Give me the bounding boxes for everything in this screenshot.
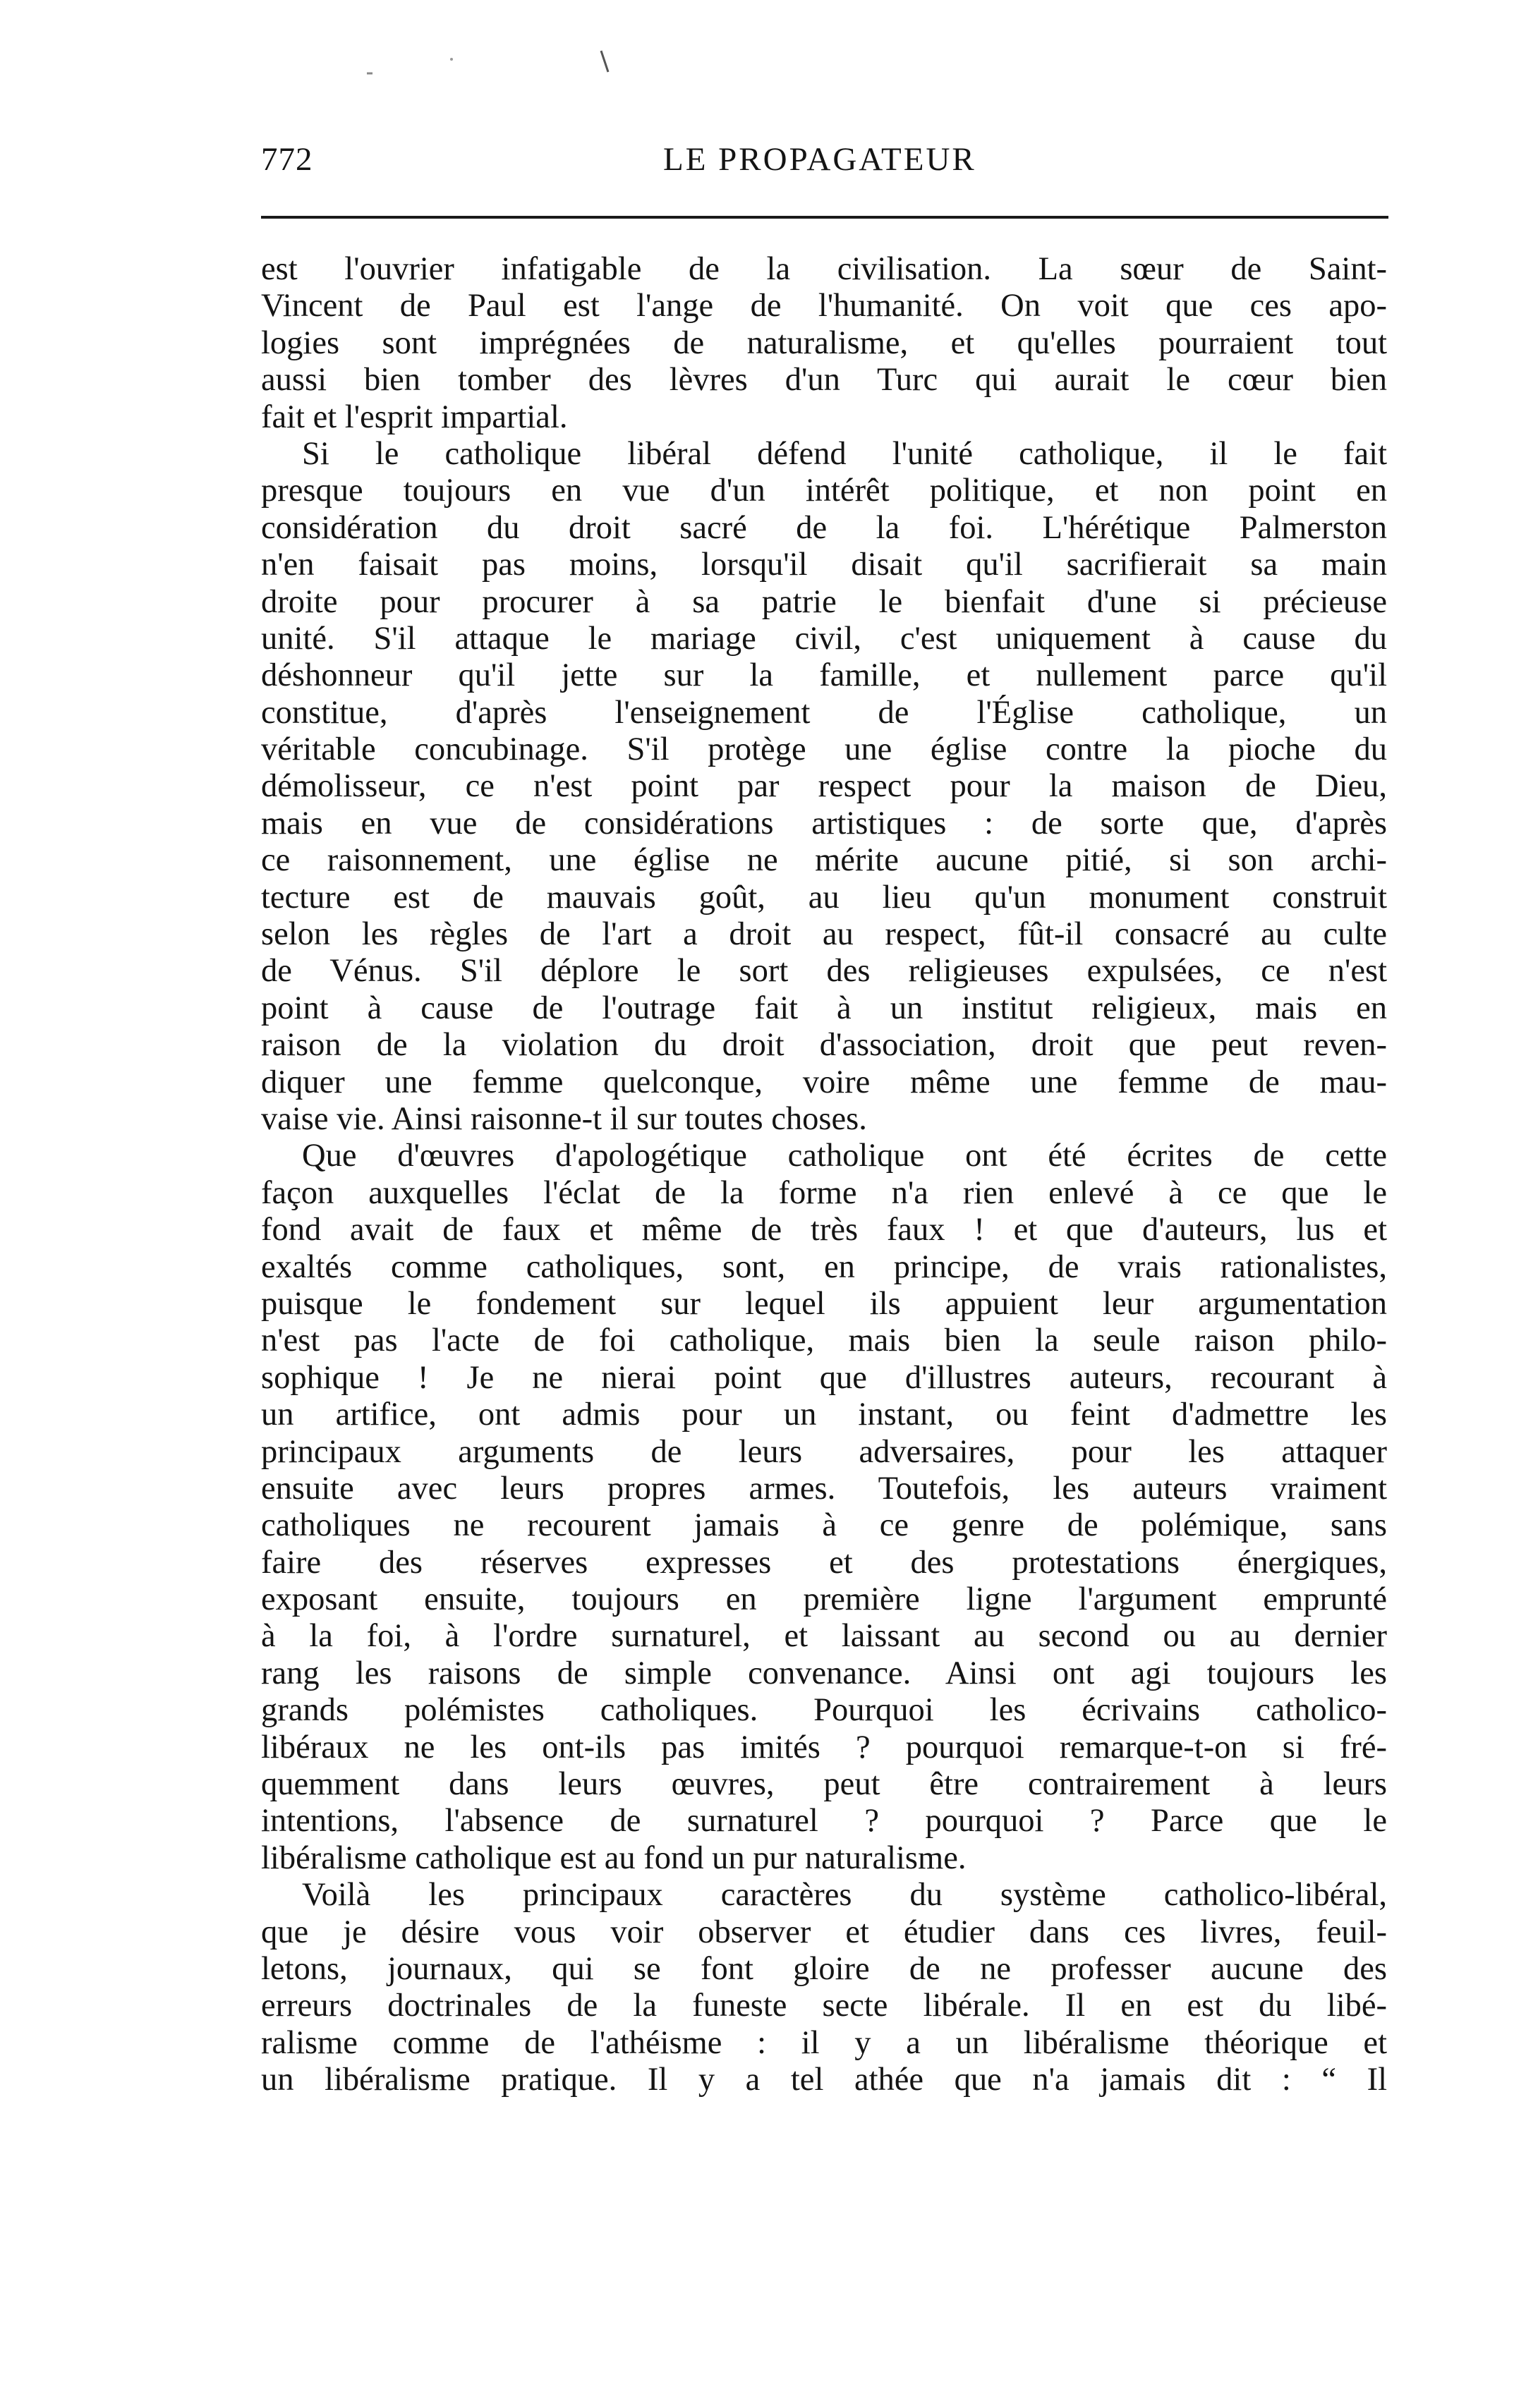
text-line: que je désire vous voir observer et étudier dans ces livres, feuil- <box>261 1914 1387 1950</box>
text-line: raison de la violation du droit d'association, droit que peut reven- <box>261 1027 1387 1064</box>
text-line: exposant ensuite, toujours en première ligne l'argument emprunté <box>261 1581 1387 1618</box>
page-header <box>261 138 1390 188</box>
text-line: libéralisme catholique est au fond un pur naturalisme. <box>261 1840 967 1876</box>
text-line: selon les règles de l'art a droit au respect, fût-il consacré au culte <box>261 916 1387 953</box>
text-line: n'est pas l'acte de foi catholique, mais bien la seule raison philo- <box>261 1322 1387 1359</box>
text-line: un artifice, ont admis pour un instant, ou feint d'admettre les <box>261 1397 1387 1433</box>
text-line: mais en vue de considérations artistiques : de sorte que, d'après <box>261 805 1387 841</box>
page-number: 772 <box>261 141 313 178</box>
text-line: est l'ouvrier infatigable de la civilisation. La sœur de Saint- <box>261 251 1387 287</box>
text-line: démolisseur, ce n'est point par respect pour la maison de Dieu, <box>261 768 1387 805</box>
speck-mark <box>450 58 453 61</box>
text-line: tecture est de mauvais goût, au lieu qu'un monument construit <box>261 879 1387 916</box>
text-line: fond avait de faux et même de très faux ! et que d'auteurs, lus et <box>261 1212 1387 1248</box>
paragraph-start-line: Que d'œuvres d'apologétique catholique ont été écrites de cette <box>302 1138 1387 1174</box>
text-line: n'en faisait pas moins, lorsqu'il disait qu'il sacrifierait sa main <box>261 547 1387 583</box>
text-line: faire des réserves expresses et des protestations énergiques, <box>261 1544 1387 1581</box>
running-head: LE PROPAGATEUR <box>663 141 976 178</box>
text-line: grands polémistes catholiques. Pourquoi les écrivains catholico- <box>261 1692 1387 1729</box>
text-line: exaltés comme catholiques, sont, en principe, de vrais rationalistes, <box>261 1248 1387 1285</box>
text-line: fait et l'esprit impartial. <box>261 399 568 435</box>
text-line: logies sont imprégnées de naturalisme, et qu'elles pourraient tout <box>261 324 1387 361</box>
text-line: sophique ! Je ne nierai point que d'illustres auteurs, recourant à <box>261 1359 1387 1396</box>
text-line: vaise vie. Ainsi raisonne-t il sur toutes choses. <box>261 1100 867 1137</box>
paragraph-start-line: Voilà les principaux caractères du système catholico-libéral, <box>302 1877 1387 1914</box>
text-line: aussi bien tomber des lèvres d'un Turc qui aurait le cœur bien <box>261 362 1387 399</box>
text-line: à la foi, à l'ordre surnaturel, et laissant au second ou au dernier <box>261 1618 1387 1655</box>
text-line: catholiques ne recourent jamais à ce genre de polémique, sans <box>261 1507 1387 1544</box>
text-line: unité. S'il attaque le mariage civil, c'est uniquement à cause du <box>261 620 1387 657</box>
text-line: ce raisonnement, une église ne mérite aucune pitié, si son archi- <box>261 842 1387 879</box>
text-line: droite pour procurer à sa patrie le bienfait d'une si précieuse <box>261 583 1387 620</box>
text-line: ralisme comme de l'athéisme : il y a un libéralisme théorique et <box>261 2024 1387 2061</box>
text-line: façon auxquelles l'éclat de la forme n'a rien enlevé à ce que le <box>261 1174 1387 1211</box>
text-line: Vincent de Paul est l'ange de l'humanité. On voit que ces apo- <box>261 288 1387 324</box>
text-line: letons, journaux, qui se font gloire de ne professer aucune des <box>261 1950 1387 1987</box>
text-line: quemment dans leurs œuvres, peut être contrairement à leurs <box>261 1766 1387 1803</box>
speck-mark <box>601 51 608 72</box>
text-line: véritable concubinage. S'il protège une église contre la pioche du <box>261 731 1387 768</box>
text-line: point à cause de l'outrage fait à un institut religieux, mais en <box>261 990 1387 1026</box>
text-line: libéraux ne les ont-ils pas imités ? pourquoi remarque-t-on si fré- <box>261 1729 1387 1765</box>
body-text <box>261 251 1387 2099</box>
text-line: constitue, d'après l'enseignement de l'Église catholique, un <box>261 694 1387 731</box>
text-line: principaux arguments de leurs adversaires, pour les attaquer <box>261 1433 1387 1470</box>
text-line: puisque le fondement sur lequel ils appuient leur argumentation <box>261 1285 1387 1322</box>
text-line: un libéralisme pratique. Il y a tel athée que n'a jamais dit : “ Il <box>261 2062 1387 2098</box>
text-line: presque toujours en vue d'un intérêt politique, et non point en <box>261 473 1387 509</box>
text-line: intentions, l'absence de surnaturel ? pourquoi ? Parce que le <box>261 1803 1387 1840</box>
print-specks <box>0 0 1514 141</box>
text-line: déshonneur qu'il jette sur la famille, et nullement parce qu'il <box>261 657 1387 694</box>
text-line: diquer une femme quelconque, voire même une femme de mau- <box>261 1064 1387 1100</box>
text-line: de Vénus. S'il déplore le sort des religieuses expulsées, ce n'est <box>261 953 1387 990</box>
header-rule <box>261 216 1388 219</box>
text-line: erreurs doctrinales de la funeste secte libérale. Il en est du libé- <box>261 1988 1387 2024</box>
text-line: rang les raisons de simple convenance. Ainsi ont agi toujours les <box>261 1655 1387 1691</box>
text-line: considération du droit sacré de la foi. L'hérétique Palmerston <box>261 509 1387 546</box>
paragraph-start-line: Si le catholique libéral défend l'unité catholique, il le fait <box>302 435 1387 472</box>
text-line: ensuite avec leurs propres armes. Toutefois, les auteurs vraiment <box>261 1470 1387 1507</box>
